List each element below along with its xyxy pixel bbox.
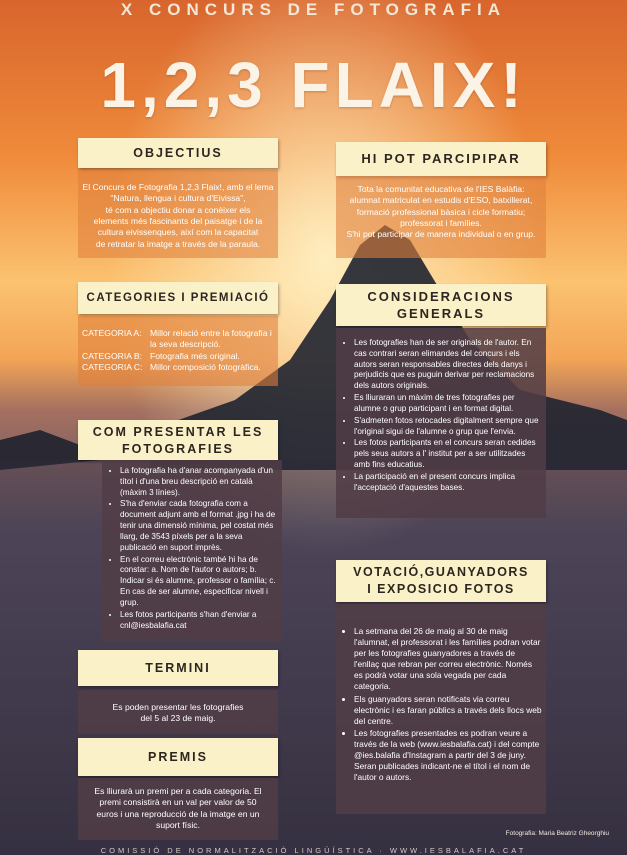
category-text: Fotografia més original. bbox=[150, 350, 240, 361]
votacio-body bbox=[336, 604, 546, 814]
presentar-item: • La fotografia ha d'anar acompanyada d'un títol i d'una breu descripció en català (màxim 3 línies). bbox=[120, 466, 278, 498]
votacio-item: • Les fotografies presentades es podran veure a través de la web (www.iesbalafia.cat) i del compte @ies.balafia d'Instagram a partir del 3 de juny. Seran publicades indicant-ne el títol i el nom de l'autor o autors. bbox=[354, 728, 542, 783]
consideracions-title-1: CONSIDERACIONS bbox=[367, 289, 515, 304]
presentar-item: • S'ha d'enviar cada fotografia com a document adjunt amb el format .jpg i ha de tenir una dimensió mínima, pel costat més llarg, de 3543 píxels per a la seva publicació en suport imprès. bbox=[120, 499, 278, 553]
category-row bbox=[82, 351, 274, 362]
termini-line: del 5 al 23 de maig. bbox=[140, 713, 216, 724]
consideracions-title-2: GENERALS bbox=[396, 306, 486, 321]
categories-header bbox=[78, 282, 278, 314]
objectius-header bbox=[78, 138, 278, 168]
premis-body bbox=[78, 778, 278, 840]
objectius-line: té com a objectiu donar a conèixer els bbox=[105, 204, 251, 215]
category-row bbox=[82, 362, 274, 373]
contest-subtitle: X CONCURS DE FOTOGRAFIA bbox=[120, 0, 507, 19]
premis-line: euros i una reproducció de la imatge en un bbox=[96, 808, 260, 819]
participar-line: formació professional bàsica i cicle formatiu; bbox=[356, 206, 526, 217]
votacio-title-1: VOTACIÓ,GUANYADORS bbox=[353, 565, 529, 579]
participar-title: HI POT PARCIPIPAR bbox=[361, 151, 521, 166]
premis-line: premi consistirà en un val per valor de 50 bbox=[99, 797, 257, 808]
premis-line: Es lliurarà un premi per a cada categoria. El bbox=[94, 786, 262, 796]
category-text: Millor relació entre la fotografia i la seva descripció. bbox=[150, 328, 272, 350]
premis-header bbox=[78, 738, 278, 776]
termini-body bbox=[78, 690, 278, 734]
termini-line: Es poden presentar les fotografies bbox=[112, 702, 244, 712]
participar-line: alumnat matriculat en estudis d'ESO, batxillerat, bbox=[349, 195, 533, 206]
presentar-title-1: COM PRESENTAR LES bbox=[92, 425, 264, 439]
premis-line: suport físic. bbox=[156, 820, 200, 831]
objectius-title: OBJECTIUS bbox=[133, 146, 223, 160]
consideracions-item: • La participació en el present concurs implica l'acceptació d'aquestes bases. bbox=[354, 472, 542, 494]
consideracions-item: • Es lliuraran un màxim de tres fotografies per alumne o grup participant i en format digital. bbox=[354, 393, 542, 415]
objectius-line: de retratar la imatge a través de la paraula. bbox=[95, 238, 261, 249]
objectius-line: "Natura, llengua i cultura d'Eivissa", bbox=[110, 193, 246, 204]
presentar-item: • En el correu electrònic també hi ha de constar: a. Nom de l'autor o autors; b. Indicar si és alumne, professor o família; c. En cas de ser alumne, especificar nivell i grup. bbox=[120, 555, 278, 609]
participar-body bbox=[336, 176, 546, 258]
votacio-item: • La setmana del 26 de maig al 30 de maig l'alumnat, el professorat i les famílies podran votar per les fotografies guanyadores a través de l'enllaç que rebran per correu electrònic. Només es podrà votar una sola vegada per cada categoria. bbox=[354, 626, 542, 693]
termini-title: TERMINI bbox=[145, 661, 211, 675]
category-key: CATEGORIA B: bbox=[82, 350, 143, 361]
objectius-line: El Concurs de Fotografia 1,2,3 Flaix!, amb el lema bbox=[82, 182, 274, 192]
objectius-body bbox=[78, 170, 278, 258]
participar-line: professorat i famílies. bbox=[400, 218, 482, 229]
consideracions-body bbox=[336, 328, 546, 518]
objectius-line: cultura eivissenques, així com la capacitat bbox=[97, 227, 259, 238]
presentar-item: • Les fotos participants s'han d'enviar a cnl@iesbalafia.cat bbox=[120, 610, 278, 632]
consideracions-item: • Les fotos participants en el concurs seran cedides pels seus autors a l' institut per a ser utilitzades amb fins educatius. bbox=[354, 438, 542, 470]
photo-credit: Fotografia: Maria Beatriz Gheorghiu bbox=[505, 830, 609, 837]
contest-title: 1,2,3 FLAIX! bbox=[100, 49, 527, 121]
participar-line: Tota la comunitat educativa de l'IES Balàfia: bbox=[357, 184, 525, 194]
categories-body bbox=[78, 316, 278, 386]
footer-text: COMISSIÓ DE NORMALITZACIÓ LINGÜÍSTICA · WWW.IESBALAFIA.CAT bbox=[100, 846, 527, 855]
participar-line: S'hi pot participar de manera individual o en grup. bbox=[346, 229, 536, 240]
participar-header bbox=[336, 142, 546, 176]
category-text: Millor composició fotogràfica. bbox=[150, 362, 261, 373]
votacio-header bbox=[336, 560, 546, 602]
premis-title: PREMIS bbox=[148, 750, 208, 764]
objectius-line: elements més fascinants del paisatge i de la bbox=[93, 216, 263, 227]
presentar-header bbox=[78, 420, 278, 460]
votacio-title-2: I EXPOSICIO FOTOS bbox=[367, 582, 515, 596]
consideracions-item: • Les fotografies han de ser originals de l'autor. En cas contrari seran elimandes del concurs i els autors seran responsables directes dels danys i perjudicis que es puguin derivar per reclamacions dels autors originals. bbox=[354, 338, 542, 392]
consideracions-item: • S'admeten fotos retocades digitalment sempre que l'original sigui de l'alumne o grup que l'envia. bbox=[354, 416, 542, 438]
category-key: CATEGORIA A: bbox=[82, 328, 142, 338]
category-key: CATEGORIA C: bbox=[82, 362, 143, 373]
presentar-title-2: FOTOGRAFIES bbox=[121, 442, 235, 456]
consideracions-header bbox=[336, 284, 546, 326]
termini-header bbox=[78, 650, 278, 686]
votacio-item: • Els guanyadors seran notificats via correu electrònic i es faran públics a través dels llocs web del centre. bbox=[354, 694, 542, 727]
category-row bbox=[82, 328, 274, 351]
categories-title: CATEGORIES I PREMIACIÓ bbox=[86, 292, 270, 304]
presentar-body bbox=[102, 460, 282, 642]
